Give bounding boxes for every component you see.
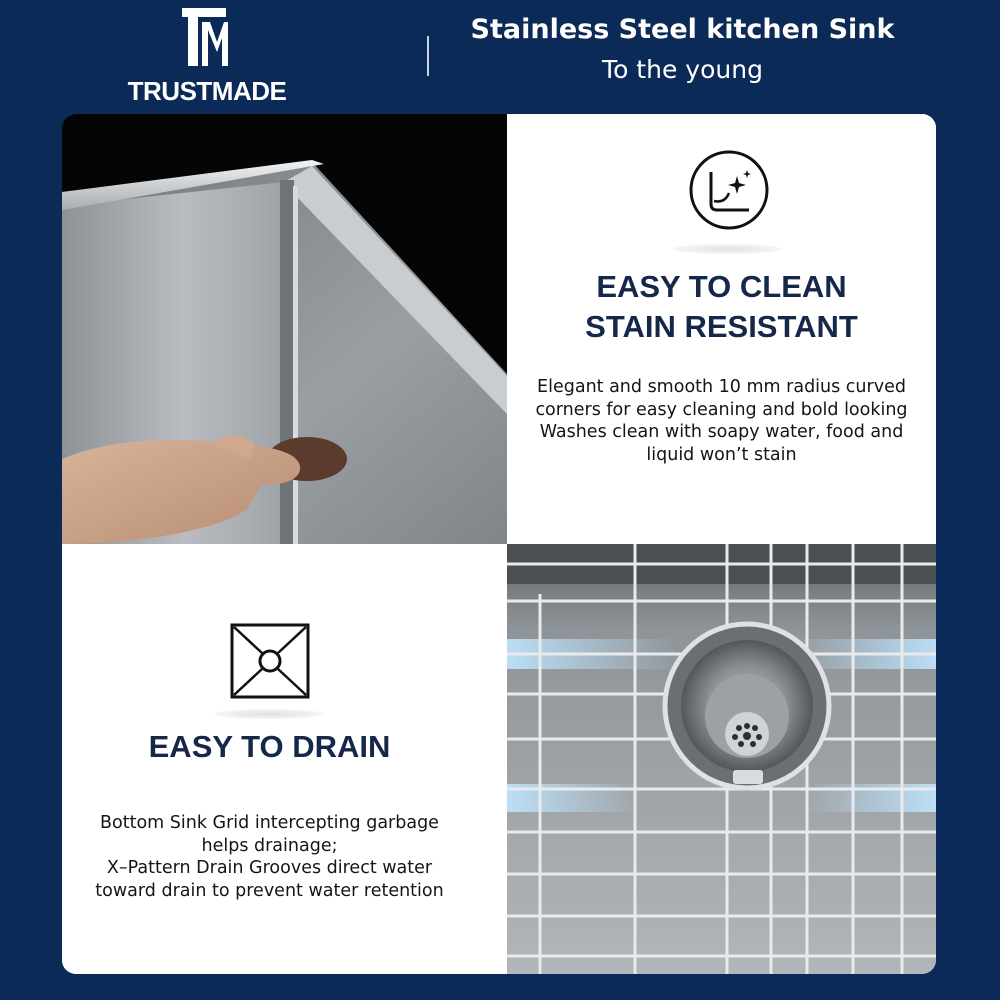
header-divider <box>427 36 429 76</box>
feature-heading <box>507 267 936 347</box>
icon-shadow <box>672 244 782 254</box>
header <box>0 0 1000 112</box>
sink-corner-illustration <box>62 114 507 544</box>
feature-description-line: corners for easy cleaning and bold looking <box>535 399 908 420</box>
feature-description-line: X–Pattern Drain Grooves direct water <box>106 858 433 878</box>
feature-description-line: Elegant and smooth 10 mm radius curved <box>537 377 906 397</box>
feature-easy-to-drain <box>62 544 507 974</box>
feature-description <box>62 812 477 902</box>
feature-description-line: helps drainage; <box>201 835 338 856</box>
feature-heading-line: EASY TO CLEAN <box>596 269 847 304</box>
sink-grid-illustration <box>507 544 936 974</box>
feature-description <box>507 376 936 466</box>
feature-description-line: liquid won’t stain <box>646 444 797 465</box>
feature-panel <box>62 114 936 974</box>
feature-description-line: Bottom Sink Grid intercepting garbage <box>100 813 439 833</box>
feature-heading <box>62 727 477 767</box>
feature-easy-to-clean <box>507 114 936 544</box>
clean-sparkle-icon <box>687 148 771 232</box>
brand-name: TRUSTMADE <box>127 76 287 106</box>
brand-logo <box>112 8 302 106</box>
sink-corner-cleaning-photo <box>62 114 507 544</box>
page-subtitle: To the young <box>602 55 763 84</box>
feature-description-line: Washes clean with soapy water, food and <box>539 422 904 442</box>
feature-description-line: toward drain to prevent water retention <box>95 880 444 901</box>
drain-grooves-icon <box>230 623 310 699</box>
sink-grid-drain-photo <box>507 544 936 974</box>
page-title: Stainless Steel kitchen Sink <box>470 14 895 45</box>
trustmade-logo-mark <box>182 8 232 66</box>
feature-heading-line: STAIN RESISTANT <box>585 309 858 344</box>
feature-heading-line: EASY TO DRAIN <box>148 729 391 764</box>
icon-shadow <box>214 709 324 719</box>
